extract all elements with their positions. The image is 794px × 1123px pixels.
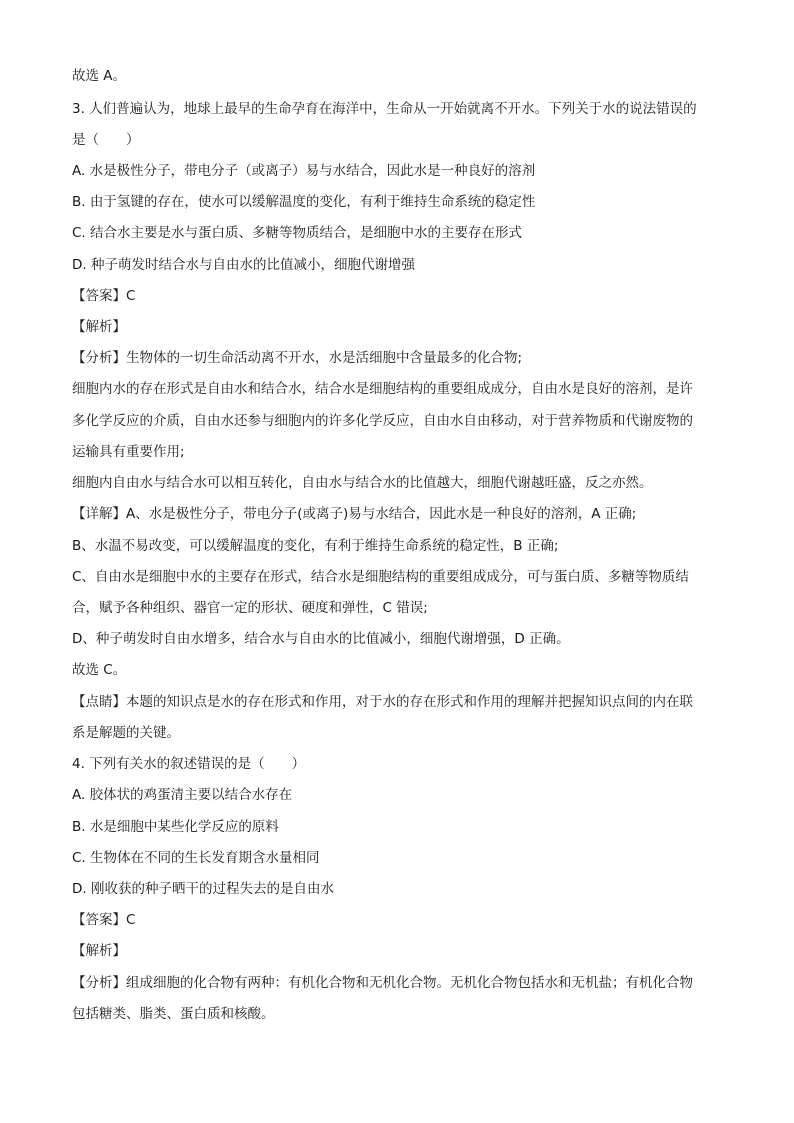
text-line: 合，赋予各种组织、器官一定的形状、硬度和弹性，C 错误; — [72, 600, 428, 616]
text-line: 包括糖类、脂类、蛋白质和核酸。 — [72, 1006, 275, 1022]
answer-line: 【答案】C — [72, 288, 136, 304]
analysis-heading: 【解析】 — [72, 319, 126, 335]
text-line: 系是解题的关键。 — [72, 725, 180, 741]
option-d: D. 种子萌发时结合水与自由水的比值减小，细胞代谢增强 — [72, 257, 415, 273]
answer-line: 【答案】C — [72, 912, 136, 928]
text-line: 故选 C。 — [72, 662, 127, 678]
text-line: 细胞内水的存在形式是自由水和结合水，结合水是细胞结构的重要组成成分，自由水是良好的溶剂，是许 — [72, 381, 693, 397]
option-c: C. 生物体在不同的生长发育期含水量相同 — [72, 850, 320, 866]
text-line: 多化学反应的介质，自由水还参与细胞内的许多化学反应，自由水自由移动，对于营养物质和代谢废物的 — [72, 413, 693, 429]
text-line: 【详解】A、水是极性分子，带电分子(或离子)易与水结合，因此水是一种良好的溶剂，A 正确; — [72, 506, 637, 522]
text-line: 【分析】生物体的一切生命活动离不开水，水是活细胞中含量最多的化合物; — [72, 350, 523, 366]
option-d: D. 刚收获的种子晒干的过程失去的是自由水 — [72, 881, 334, 897]
analysis-heading: 【解析】 — [72, 943, 126, 959]
question-4-stem: 4. 下列有关水的叙述错误的是（ ） — [72, 756, 306, 772]
text-line: B、水温不易改变，可以缓解温度的变化，有利于维持生命系统的稳定性，B 正确; — [72, 538, 559, 554]
text-line: 细胞内自由水与结合水可以相互转化，自由水与结合水的比值越大，细胞代谢越旺盛，反之亦然。 — [72, 475, 653, 491]
question-3-stem: 3. 人们普遍认为，地球上最早的生命孕育在海洋中，生命从一开始就离不开水。下列关于水的说法错误的 — [72, 101, 697, 117]
text-line: C、自由水是细胞中水的主要存在形式，结合水是细胞结构的重要组成成分，可与蛋白质、多糖等物质结 — [72, 569, 689, 585]
option-b: B. 由于氢键的存在，使水可以缓解温度的变化，有利于维持生命系统的稳定性 — [72, 194, 536, 210]
text-line: 【点睛】本题的知识点是水的存在形式和作用，对于水的存在形式和作用的理解并把握知识点间的内在联 — [72, 694, 693, 710]
text-line: D、种子萌发时自由水增多，结合水与自由水的比值减小，细胞代谢增强，D 正确。 — [72, 631, 570, 647]
text-line: 故选 A。 — [72, 68, 127, 84]
question-3-stem-cont: 是（ ） — [72, 132, 140, 148]
option-a: A. 水是极性分子，带电分子（或离子）易与水结合，因此水是一种良好的溶剂 — [72, 163, 536, 179]
text-line: 运输具有重要作用; — [72, 444, 185, 460]
text-line: 【分析】组成细胞的化合物有两种：有机化合物和无机化合物。无机化合物包括水和无机盐；有机化合物 — [72, 975, 693, 991]
option-a: A. 胶体状的鸡蛋清主要以结合水存在 — [72, 787, 293, 803]
option-b: B. 水是细胞中某些化学反应的原料 — [72, 819, 279, 835]
option-c: C. 结合水主要是水与蛋白质、多糖等物质结合，是细胞中水的主要存在形式 — [72, 225, 523, 241]
